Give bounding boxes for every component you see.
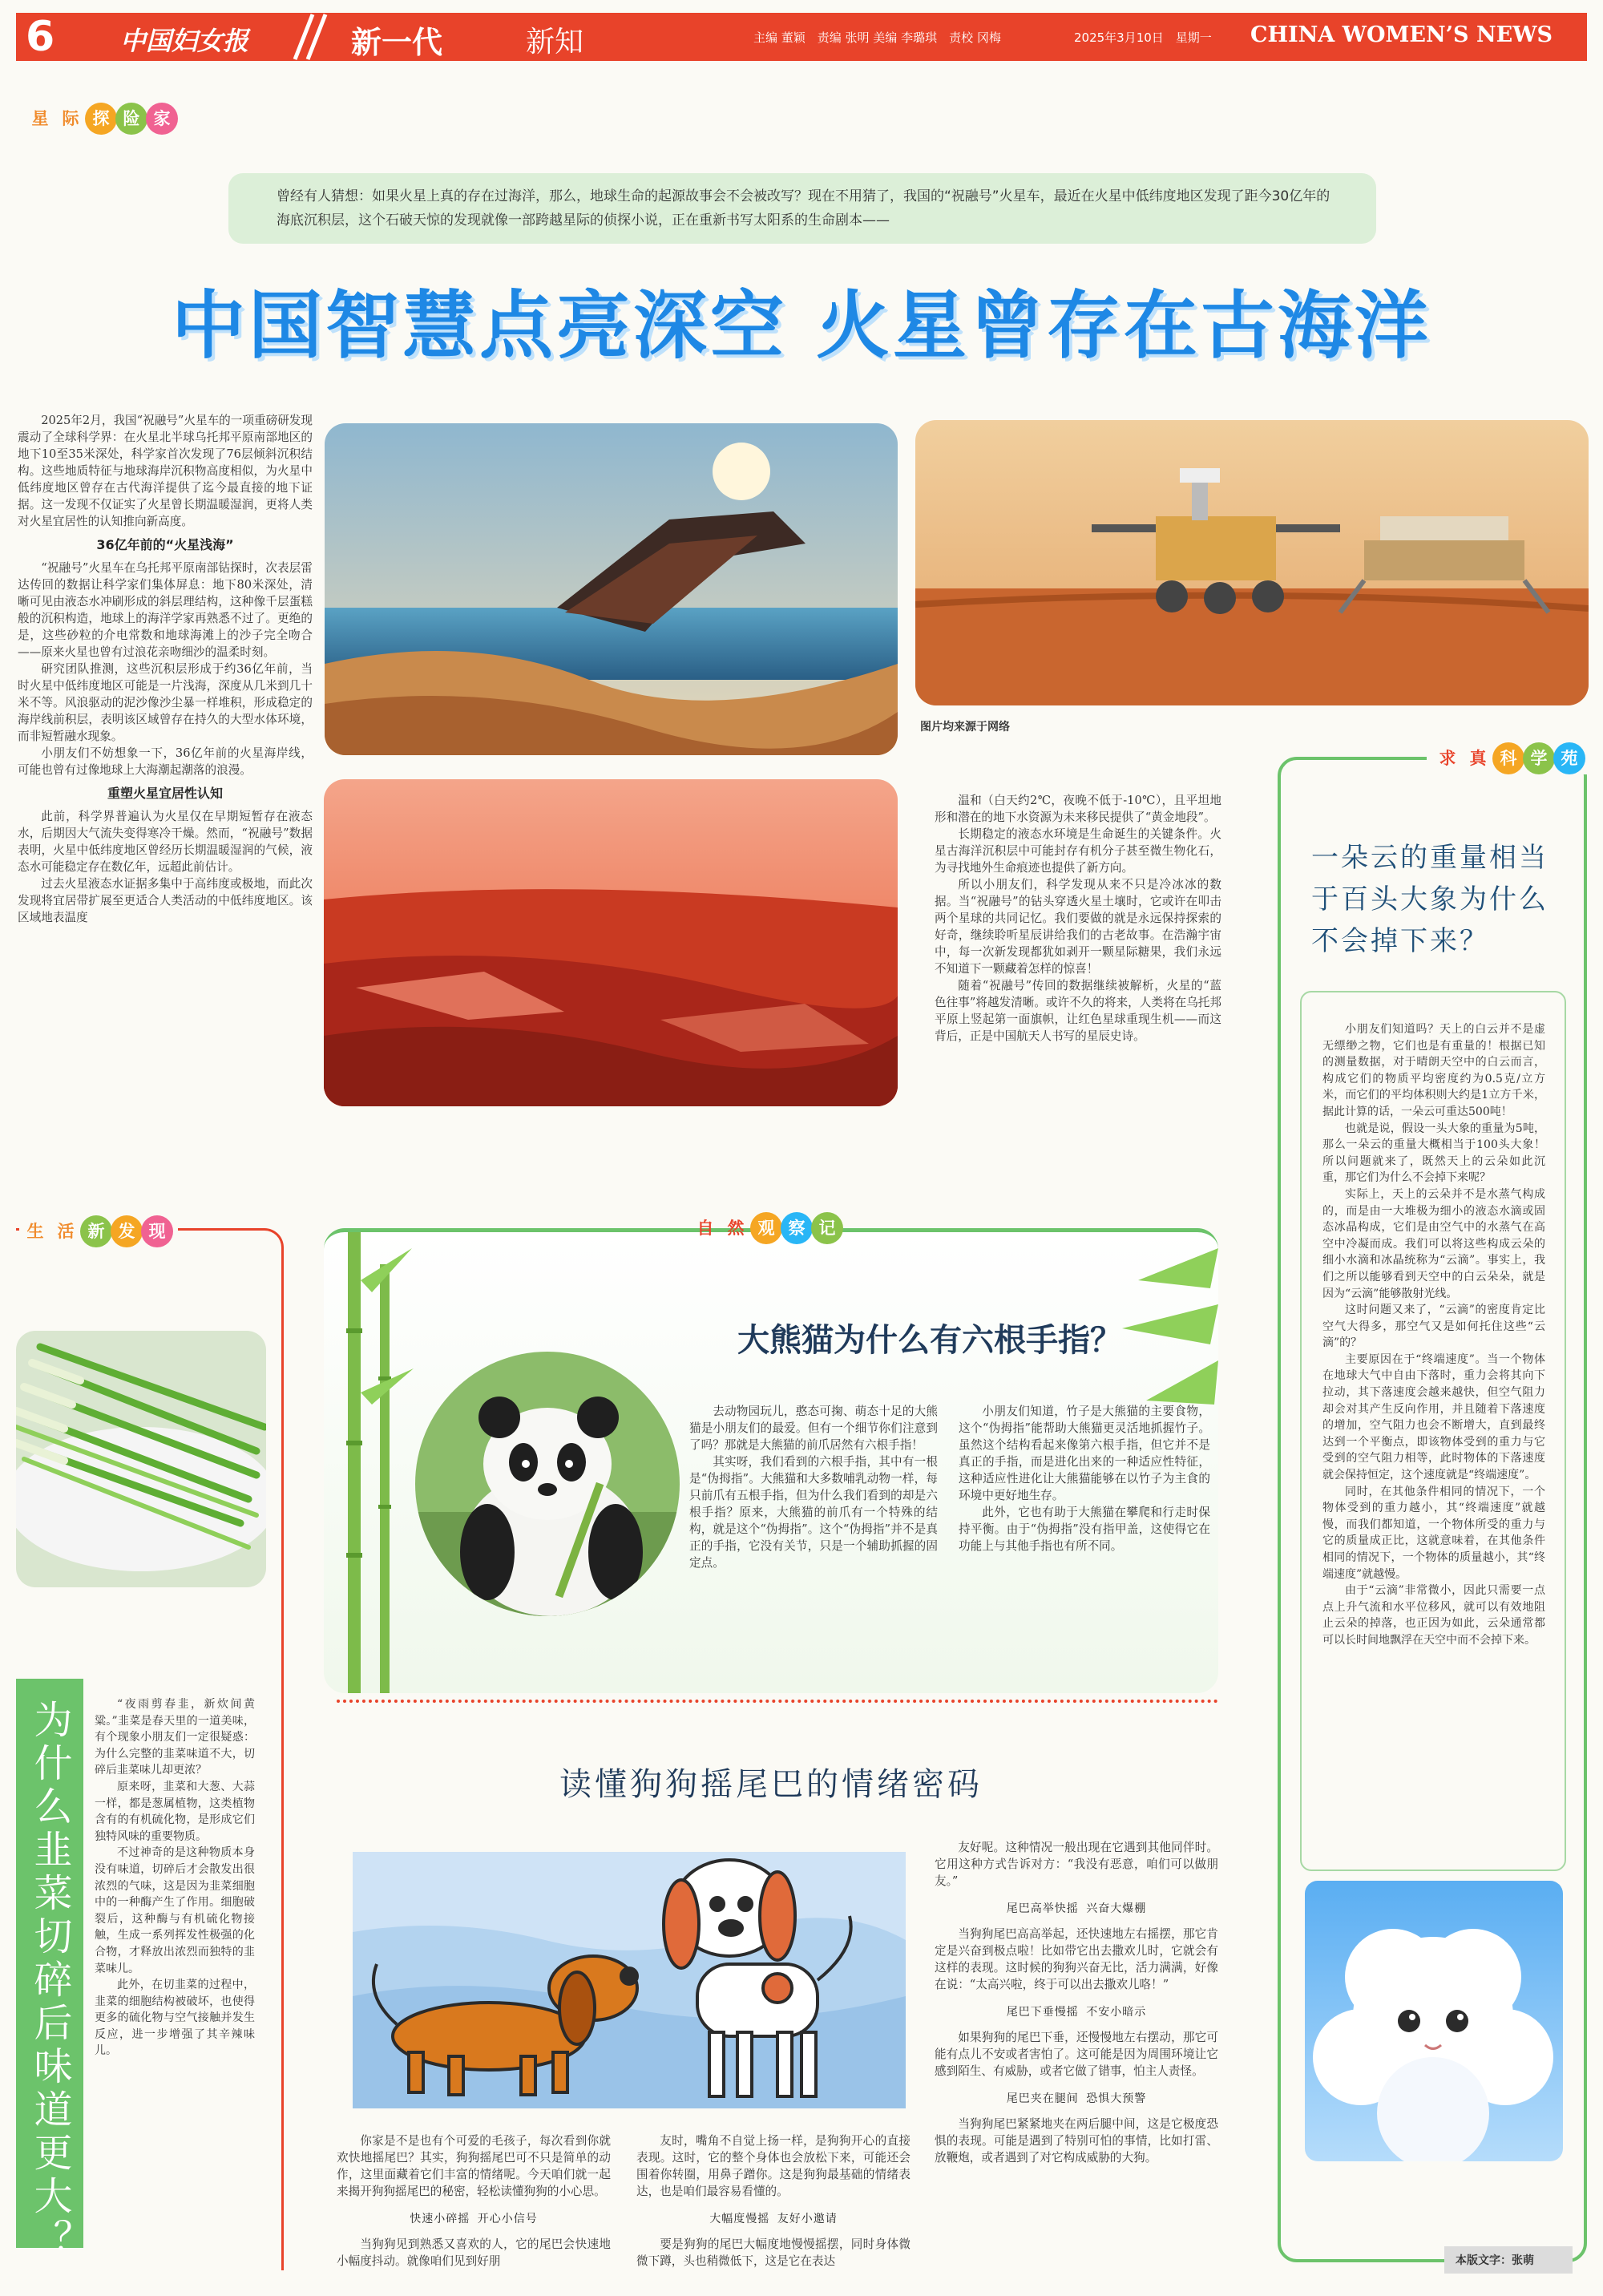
subheading: 尾巴高举快摇 兴奋大爆棚: [1006, 1902, 1147, 1915]
paragraph: 实际上，天上的云朵并不是水蒸气构成的，而是由一大堆极为细小的液态水滴或固态冰晶构成，它们是由空气中的水蒸气在高空中冷凝而成。我们可以将这些构成云朵的细小水滴和冰晶统称为“云滴”。事实上，我们之所以能够看到天空中的白云朵朵，就是因为“云滴”能够散射光线。: [1322, 1187, 1545, 1300]
tag-char: 科: [1492, 742, 1524, 774]
paragraph: 小朋友们知道吗？天上的白云并不是虚无缥缈之物，它们也是有重量的！根据已知的测量数据，对于晴朗天空中的白云而言，构成它们的物质平均密度约为0.5克/立方米，而它们的平均体积则大约是1立方千米，据此计算的话，一朵云可重达500吨！: [1322, 1023, 1545, 1118]
issue-date: 2025年3月10日 星期一: [1074, 30, 1212, 45]
paragraph: 随着“祝融号”传回的数据继续被解析，火星的“蓝色往事”将越发清晰。或许不久的将来，人类将在乌托邦平原上竖起第一面旗帜，让红色星球重现生机——而这背后，正是中国航天人书写的星辰史诗。: [935, 979, 1221, 1043]
subheading: 尾巴夹在腿间 恐惧大预警: [1006, 2092, 1147, 2105]
paragraph: 其实呀，我们看到的六根手指，其中有一根是“伪拇指”。大熊猫和大多数哺乳动物一样，每只前爪有五根手指，但为什么我们看到的却是六根手指？原来，大熊猫的前爪有一个特殊的结构，就是这个“伪拇指”。这个“伪拇指”并不是真正的手指，它没有关节，只是一个辅助抓握的固定点。: [689, 1455, 938, 1570]
tag-char: 际: [62, 109, 79, 128]
intro-text: 曾经有人猜想：如果火星上真的存在过海洋，那么，地球生命的起源故事会不会被改写？现在不用猜了，我国的“祝融号”火星车，最近在火星中低纬度地区发现了距今30亿年的海底沉积层，这个石破天惊的发现就像一部跨越星际的侦探小说，正在重新书写太阳系的生命剧本——: [277, 188, 1330, 228]
page-number: 6: [26, 13, 55, 61]
section-tag-life: [19, 1215, 178, 1247]
life-text: [95, 1696, 255, 2060]
subsection-name: 新知: [526, 26, 584, 59]
section-tag-nature: [689, 1212, 842, 1244]
mars-canyon-illustration: [324, 779, 898, 1106]
paragraph: 温和（白天约2℃，夜晚不低于-10℃），且平坦地形和潜在的地下水资源为未来移民提供了“黄金地段”。: [935, 794, 1221, 824]
editor-note: [1444, 2246, 1573, 2274]
editor-note-text: 本版文字：张萌: [1456, 2254, 1534, 2267]
dotted-divider: [337, 1700, 1218, 1703]
paragraph: 你家是不是也有个可爱的毛孩子，每次看到你就欢快地摇尾巴？其实，狗狗摇尾巴可不只是简单的动作，这里面藏着它们丰富的情绪呢。今天咱们就一起来揭开狗狗摇尾巴的秘密，轻松读懂狗狗的小心思。: [337, 2134, 611, 2198]
paragraph: 要是狗狗的尾巴大幅度地慢慢摇摆，同时身体微微下蹲，头也稍微低下，这是它在表达: [636, 2237, 911, 2268]
mars-text-column-1: [18, 412, 313, 926]
paragraph: 2025年2月，我国“祝融号”火星车的一项重磅研发现震动了全球科学界：在火星北半球乌托邦平原南部地区的地下10至35米深处，科学家首次发现了76层倾斜沉积结构。这些地质特征与地球海岸沉积物高度相似，为火星中低纬度地区曾存在古代海洋提供了迄今最直接的地下证据。这一发现不仅证实了火星曾长期温暖湿润，更将人类对火星宜居性的认知推向新高度。: [18, 414, 313, 528]
mars-headline: 中国智慧点亮深空 火星曾存在古海洋: [171, 283, 1432, 369]
tag-char: 生: [26, 1222, 44, 1241]
dog-text-column-3: [935, 1839, 1218, 2166]
paragraph: “祝融号”火星车在乌托邦平原南部钻探时，次表层雷达传回的数据让科学家们集体屏息：地下80米深处，清晰可见由液态水冲刷形成的斜层理结构，这种像千层蛋糕般的沉积构造，地球上的海洋学家再熟悉不过了。更绝的是，这些砂粒的介电常数和地球海滩上的沙子完全吻合——原来火星也曾有过浪花亲吻细沙的温柔时刻。: [18, 561, 313, 659]
panda-text-column-2: [959, 1403, 1210, 1554]
subheading: 快速小碎摇 开心小信号: [410, 2213, 538, 2225]
tag-char: 活: [57, 1222, 75, 1241]
science-headline: 一朵云的重量相当于百头大象为什么不会掉下来？: [1311, 842, 1548, 957]
paragraph: 研究团队推测，这些沉积层形成于约36亿年前，当时火星中低纬度地区可能是一片浅海，深度从几米到几十米不等。风浪驱动的泥沙像沙尘暴一样堆积，形成稳定的海岸线前积层，表明该区域曾存在持久的大型水体环境，而非短暂融水现象。: [18, 662, 313, 743]
paragraph: 去动物园玩儿，憨态可掬、萌态十足的大熊猫是小朋友们的最爱。但有一个细节你们注意到了吗？那就是大熊猫的前爪居然有六根手指！: [689, 1405, 938, 1452]
dog-text-column-2: [636, 2132, 911, 2270]
paragraph: 友时，嘴角不自觉上扬一样，是狗狗开心的直接表现。这时，它的整个身体也会放松下来，可能还会围着你转圈，用鼻子蹭你。这是狗狗最基础的情绪表达，也是咱们最容易看懂的。: [636, 2134, 911, 2198]
paragraph: 过去火星液态水证据多集中于高纬度或极地，而此次发现将宜居带扩展至更适合人类活动的中低纬度地区。该区域地表温度: [18, 877, 313, 924]
tag-char: 探: [85, 103, 117, 135]
section-tag-mars: [24, 103, 176, 135]
tag-char: 求: [1439, 749, 1456, 768]
panda-photo: [415, 1352, 680, 1616]
paragraph: 友好呢。这种情况一般出现在它遇到其他同伴时。它用这种方式告诉对方：“我没有恶意，咱们可以做朋友。”: [935, 1841, 1218, 1888]
paragraph: 如果狗狗的尾巴下垂，还慢慢地左右摆动，那它可能有点儿不安或者害怕了。这可能是因为周围环境让它感到陌生、有威胁，或者它做了错事，怕主人责怪。: [935, 2031, 1218, 2078]
tag-char: 然: [727, 1219, 745, 1238]
paragraph: 此外，在切韭菜的过程中，韭菜的细胞结构被破坏，也使得更多的硫化物与空气接触并发生反应，进一步增强了其辛辣味儿。: [95, 1979, 255, 2058]
cloud-creature-illustration: [1305, 1881, 1563, 2161]
dog-headline: 读懂狗狗摇尾巴的情绪密码: [559, 1766, 983, 1803]
credits: 主编 董颖 责编 张明 美编 李璐琪 责校 冈梅: [753, 30, 1001, 45]
paragraph: 同时，在其他条件相同的情况下，一个物体受到的重力越小，其“终端速度”就越慢，而我们都知道，一个物体所受的重力与它的质量成正比，这就意味着，在其他条件相同的情况下，一个物体的质量越小，其“终端速度”就越慢。: [1322, 1485, 1545, 1581]
tag-char: 现: [141, 1215, 173, 1247]
paragraph: 小朋友们不妨想象一下，36亿年前的火星海岸线，可能也曾有过像地球上大海潮起潮落的浪漫。: [18, 746, 313, 777]
paragraph: 小朋友们知道，竹子是大熊猫的主要食物，这个“伪拇指”能帮助大熊猫更灵活地抓握竹子。虽然这个结构看起来像第六根手指，但它并不是真正的手指，而是进化出来的一种适应性特征，这种适应性进化让大熊猫能够在以竹子为主食的环境中更好地生存。: [959, 1405, 1210, 1502]
paragraph: 主要原因在于“终端速度”。当一个物体在地球大气中自由下落时，重力会将其向下拉动，其下落速度会越来越快，但空气阻力却会对其产生反向作用，并且随着下落速度的增加，空气阻力也会不断增大，直到最终达到一个平衡点，即该物体受到的重力与它受到的空气阻力相等，此时物体的下落速度就会保持恒定，这个速度就是“终端速度”。: [1322, 1352, 1545, 1482]
paragraph: 原来呀，韭菜和大葱、大蒜一样，都是葱属植物，这类植物含有的有机硫化物，是形成它们独特风味的重要物质。: [95, 1780, 255, 1843]
tag-char: 察: [781, 1212, 813, 1244]
header-slash-icon: [281, 13, 329, 61]
tag-char: 学: [1523, 742, 1555, 774]
tag-char: 苑: [1553, 742, 1585, 774]
tag-char: 真: [1469, 749, 1487, 768]
panda-text-column-1: [689, 1403, 938, 1571]
subheading: 重塑火星宜居性认知: [107, 786, 223, 801]
paragraph: “夜雨剪春韭，新炊间黄粱。”韭菜是春天里的一道美味，有个现象小朋友们一定很疑惑：为什么完整的韭菜味道不大，切碎后韭菜味儿却更浓？: [95, 1698, 255, 1777]
masthead-logo: 中国妇女报: [120, 26, 249, 56]
bamboo-left-icon: [324, 1232, 420, 1693]
panda-headline: 大熊猫为什么有六根手指？: [737, 1322, 1122, 1359]
section-name: 新一代: [351, 25, 443, 60]
subheading: 大幅度慢摇 友好小邀请: [709, 2213, 838, 2225]
life-vertical-title: 为什么韭菜切碎后味道更大？: [27, 1700, 72, 2262]
tag-char: 险: [115, 103, 147, 135]
paragraph: 当狗狗尾巴紧紧地夹在两后腿中间，这是它极度恐惧的表现。可能是遇到了特别可怕的事情，比如打雷、放鞭炮，或者遇到了对它构成威胁的大狗。: [935, 2117, 1218, 2165]
paragraph: 也就是说，假设一头大象的重量为5吨，那么一朵云的重量大概相当于100头大象！所以问题就来了，既然天上的云朵如此沉重，那它们为什么不会掉下来呢？: [1322, 1122, 1545, 1185]
subheading: 36亿年前的“火星浅海”: [96, 537, 234, 552]
chives-photo: [16, 1331, 266, 1587]
tag-char: 发: [111, 1215, 143, 1247]
page-header: [16, 13, 1587, 61]
section-tag-science: [1427, 742, 1589, 774]
tag-char: 新: [80, 1215, 112, 1247]
paragraph: 此外，它也有助于大熊猫在攀爬和行走时保持平衡。由于“伪拇指”没有指甲盖，这使得它在功能上与其他手指也有所不同。: [959, 1506, 1210, 1553]
paragraph: 此前，科学界普遍认为火星仅在早期短暂存在液态水，后期因大气流失变得寒冷干燥。然而，“祝融号”数据表明，火星中低纬度地区曾经历长期温暖湿润的气候，液态水可能稳定存在数亿年，远超此前估计。: [18, 810, 313, 874]
dog-text-column-1: [337, 2132, 611, 2270]
science-text: [1322, 1021, 1545, 1649]
english-name: CHINA WOMEN’S NEWS: [1250, 22, 1553, 47]
subheading: 尾巴下垂慢摇 不安小暗示: [1006, 2006, 1147, 2019]
intro-box: [228, 173, 1376, 244]
mars-text-column-2: [935, 792, 1221, 1045]
photo-credit: 图片均来源于网络: [920, 721, 1010, 734]
paragraph: 当狗狗尾巴高高举起，还快速地左右摇摆，那它肯定是兴奋到极点啦！比如带它出去撒欢儿时，它就会有这样的表现。这时候的狗狗兴奋无比，活力满满，好像在说：“太高兴啦，终于可以出去撒欢儿咯！”: [935, 1927, 1218, 1991]
paragraph: 由于“云滴”非常微小，因此只需要一点点上升气流和水平位移风，就可以有效地阻止云朵的掉落，也正因为如此，云朵通常都可以长时间地飘浮在天空中而不会掉下来。: [1322, 1584, 1545, 1647]
paragraph: 这时问题又来了，“云滴”的密度肯定比空气大得多，那空气又是如何托住这些“云滴”的？: [1322, 1304, 1545, 1350]
tag-char: 自: [697, 1219, 714, 1238]
dog-illustration: [353, 1836, 906, 2124]
paragraph: 不过神奇的是这种物质本身没有味道，切碎后才会散发出很浓烈的气味，这是因为韭菜细胞中的一种酶产生了作用。细胞破裂后，这种酶与有机硫化物接触，生成一系列挥发性极强的化合物，才释放出浓烈而独特的韭菜味儿。: [95, 1846, 255, 1975]
zhurong-rover-photo: [915, 420, 1589, 705]
paragraph: 当狗狗见到熟悉又喜欢的人，它的尾巴会快速地小幅度抖动。就像咱们见到好朋: [337, 2237, 611, 2268]
paragraph: 所以小朋友们，科学发现从来不只是冷冰冰的数据。当“祝融号”的钻头穿透火星土壤时，它或许在叩击两个星球的共同记忆。我们要做的就是永远保持探索的好奇，继续聆听星辰讲给我们的古老故事。在浩瀚宇宙中，每一次新发现都犹如剥开一颗星际糖果，我们永远不知道下一颗藏着怎样的惊喜！: [935, 878, 1221, 976]
tag-char: 家: [146, 103, 178, 135]
tag-char: 星: [31, 109, 49, 128]
tag-char: 观: [750, 1212, 782, 1244]
paragraph: 长期稳定的液态水环境是生命诞生的关键条件。火星古海洋沉积层中可能封存有机分子甚至微生物化石，为寻找地外生命痕迹也提供了新方向。: [935, 827, 1221, 875]
tag-char: 记: [811, 1212, 843, 1244]
mars-ocean-illustration: [325, 423, 898, 755]
